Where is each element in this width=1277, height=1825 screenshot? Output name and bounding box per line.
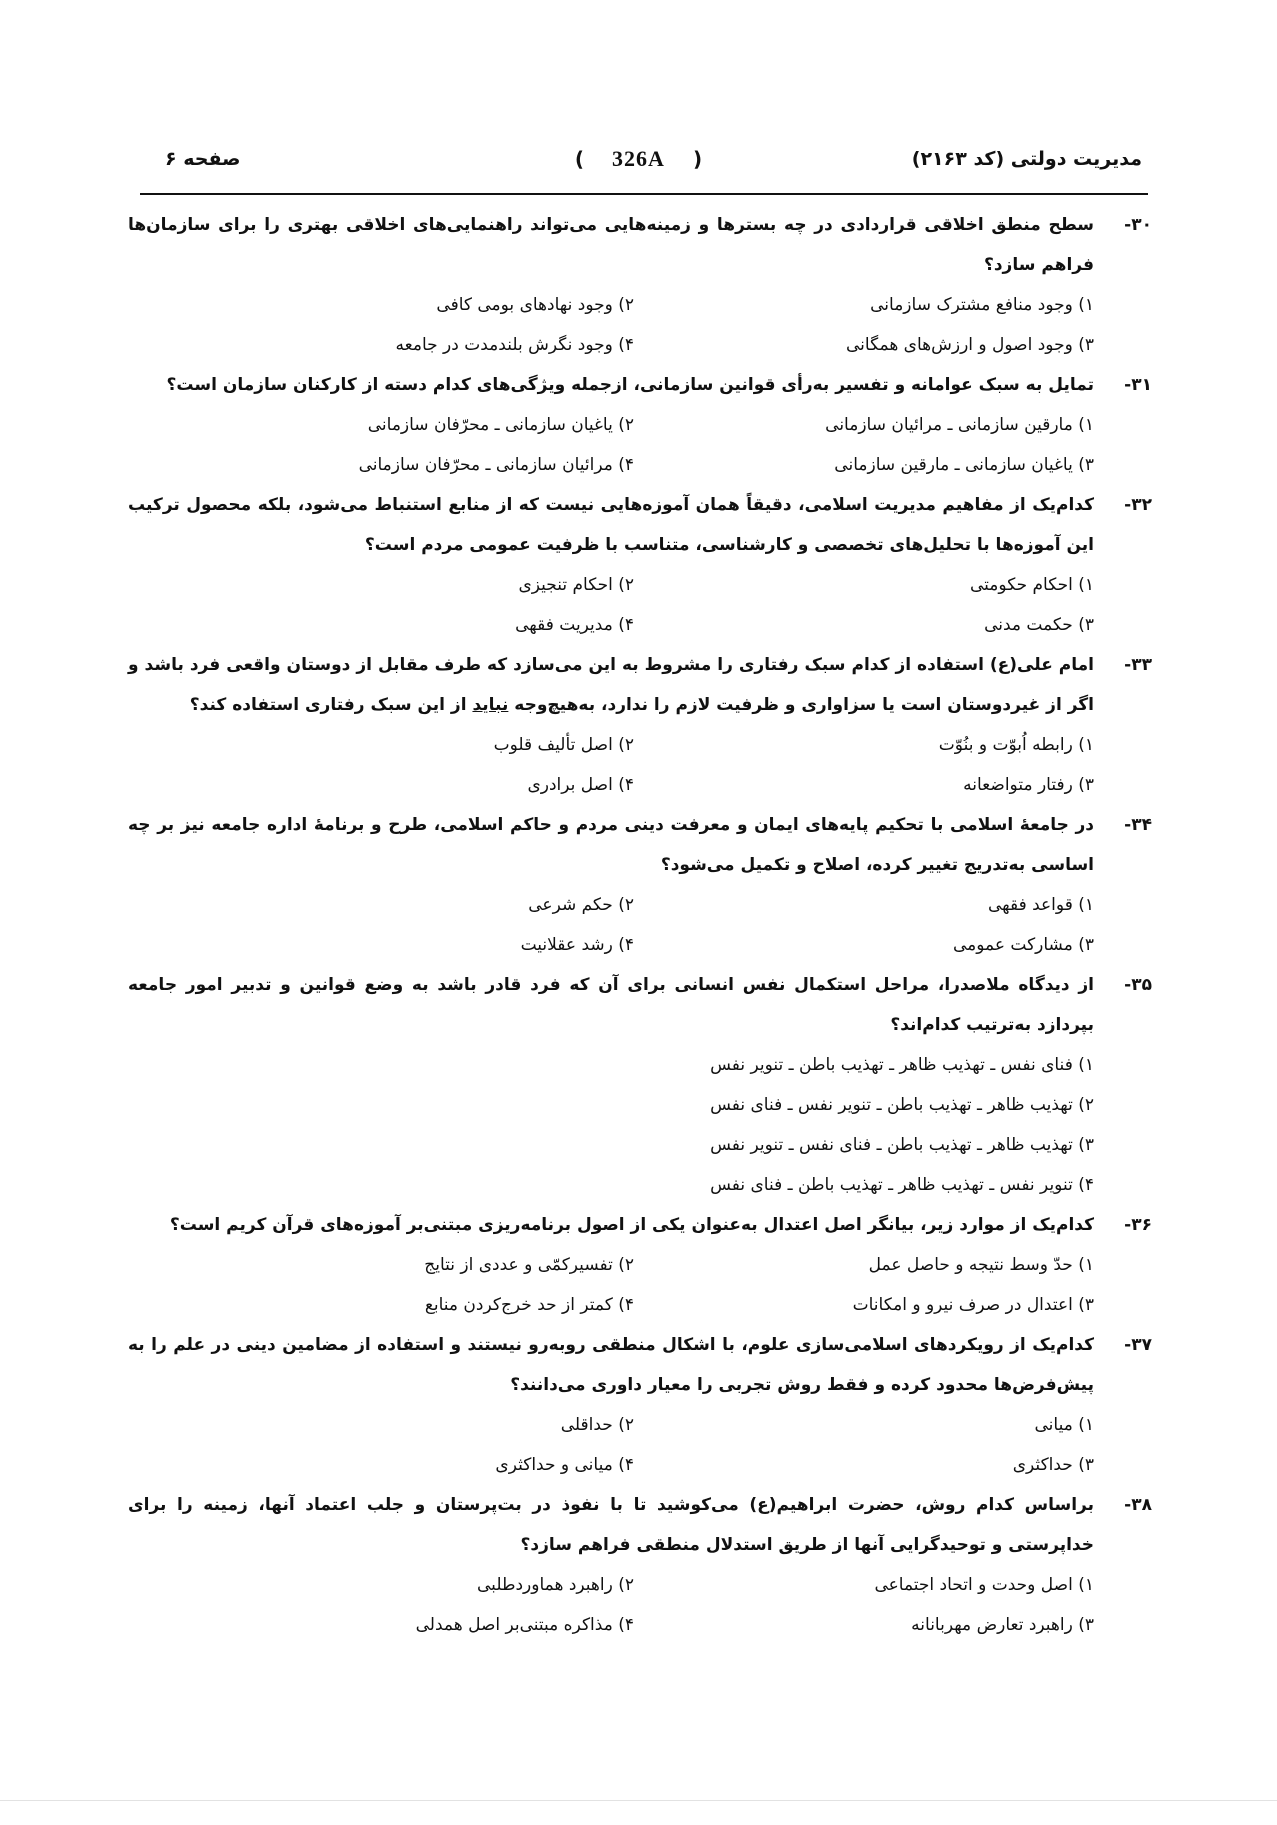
page-number: صفحه ۶ xyxy=(165,148,241,170)
question-number: ۳۴- xyxy=(1124,815,1152,835)
question-text: در جامعهٔ اسلامی با تحکیم پایه‌های ایمان و معرفت دینی مردم و حاکم اسلامی، طرح و برنامهٔ اداره جامعه نیز بر چه اساسی به‌تدریج تغییر کرده، اصلاح و تکمیل می‌شود؟ xyxy=(128,815,1094,875)
question-30 xyxy=(128,205,1152,365)
option-3: ۳) یاغیان سازمانی ـ مارقین سازمانی xyxy=(834,455,1094,475)
question-number: ۳۶- xyxy=(1124,1215,1152,1235)
footer-divider xyxy=(0,1800,1277,1801)
options xyxy=(128,725,1094,805)
question-37 xyxy=(128,1325,1152,1485)
header-divider xyxy=(140,193,1148,195)
options xyxy=(128,405,1094,485)
options xyxy=(128,1405,1094,1485)
question-number: ۳۳- xyxy=(1124,655,1152,675)
option-2: ۲) تهذیب ظاهر ـ تهذیب باطن ـ تنویر نفس ـ فنای نفس xyxy=(710,1095,1094,1115)
option-1: ۱) میانی xyxy=(1034,1415,1094,1435)
option-1: ۱) فنای نفس ـ تهذیب ظاهر ـ تهذیب باطن ـ تنویر نفس xyxy=(710,1055,1094,1075)
option-3: ۳) حداکثری xyxy=(1012,1455,1094,1475)
question-32 xyxy=(128,485,1152,645)
option-1: ۱) احکام حکومتی xyxy=(970,575,1094,595)
option-3: ۳) وجود اصول و ارزش‌های همگانی xyxy=(846,335,1094,355)
option-4: ۴) مرائیان سازمانی ـ محرّفان سازمانی xyxy=(358,455,634,475)
option-2: ۲) حداقلی xyxy=(560,1415,634,1435)
option-4: ۴) کمتر از حد خرج‌کردن منابع xyxy=(424,1295,634,1315)
options xyxy=(128,1565,1094,1645)
questions-list xyxy=(128,205,1152,1645)
option-3: ۳) راهبرد تعارض مهربانانه xyxy=(911,1615,1094,1635)
option-4: ۴) مذاکره مبتنی‌بر اصل همدلی xyxy=(415,1615,634,1635)
question-number: ۳۸- xyxy=(1124,1495,1152,1515)
question-34 xyxy=(128,805,1152,965)
option-4: ۴) وجود نگرش بلندمدت در جامعه xyxy=(395,335,634,355)
question-text xyxy=(128,645,1094,725)
booklet-paren-close: ) xyxy=(692,147,703,171)
option-3: ۳) تهذیب ظاهر ـ تهذیب باطن ـ فنای نفس ـ تنویر نفس xyxy=(710,1135,1094,1155)
question-text-part: امام علی(ع) استفاده از کدام سبک رفتاری را مشروط به این می‌سازد که طرف مقابل از دوستان واقعی فرد باشد و اگر از غیردوستان است یا سزاواری و ظرفیت لازم را ندارد، به‌هیچ‌وجه xyxy=(128,655,1094,715)
option-1: ۱) وجود منافع مشترک سازمانی xyxy=(870,295,1094,315)
options xyxy=(128,565,1094,645)
option-3: ۳) اعتدال در صرف نیرو و امکانات xyxy=(852,1295,1094,1315)
question-text-part: از این سبک رفتاری استفاده کند؟ xyxy=(189,695,473,715)
options xyxy=(128,885,1094,965)
option-1: ۱) رابطه اُبوّت و بنُوّت xyxy=(938,735,1094,755)
option-4: ۴) مدیریت فقهی xyxy=(515,615,634,635)
option-2: ۲) احکام تنجیزی xyxy=(518,575,634,595)
option-3: ۳) حکمت مدنی xyxy=(984,615,1094,635)
question-text: از دیدگاه ملاصدرا، مراحل استکمال نفس انسانی برای آن که فرد قادر باشد به وضع قوانین و تدبیر امور جامعه بپردازد به‌ترتیب کدام‌اند؟ xyxy=(128,975,1094,1035)
question-number: ۳۷- xyxy=(1124,1335,1152,1355)
option-2: ۲) وجود نهادهای بومی کافی xyxy=(436,295,634,315)
question-text: براساس کدام روش، حضرت ابراهیم(ع) می‌کوشید تا با نفوذ در بت‌پرستان و جلب اعتماد آنها، زمینه را برای خداپرستی و توحیدگرایی آنها از طریق استدلال منطقی فراهم سازد؟ xyxy=(128,1495,1094,1555)
question-33 xyxy=(128,645,1152,805)
option-1: ۱) مارقین سازمانی ـ مرائیان سازمانی xyxy=(825,415,1094,435)
option-1: ۱) قواعد فقهی xyxy=(987,895,1094,915)
booklet-code: 326A xyxy=(612,146,665,171)
option-4: ۴) اصل برادری xyxy=(527,775,634,795)
option-3: ۳) مشارکت عمومی xyxy=(952,935,1094,955)
option-2: ۲) تفسیرکمّی و عددی از نتایج xyxy=(424,1255,634,1275)
question-text: کدام‌یک از موارد زیر، بیانگر اصل اعتدال به‌عنوان یکی از اصول برنامه‌ریزی مبتنی‌بر آموزه‌های قرآن کریم است؟ xyxy=(169,1215,1094,1235)
course-title: مدیریت دولتی (کد ۲۱۶۳) xyxy=(911,148,1142,170)
options xyxy=(128,1245,1094,1325)
options xyxy=(128,285,1094,365)
booklet-paren-open: ( xyxy=(574,147,585,171)
option-1: ۱) حدّ وسط نتیجه و حاصل عمل xyxy=(868,1255,1094,1275)
option-4: ۴) تنویر نفس ـ تهذیب ظاهر ـ تهذیب باطن ـ فنای نفس xyxy=(710,1175,1094,1195)
option-1: ۱) اصل وحدت و اتحاد اجتماعی xyxy=(874,1575,1094,1595)
option-4: ۴) رشد عقلانیت xyxy=(520,935,634,955)
question-36 xyxy=(128,1205,1152,1325)
question-number: ۳۵- xyxy=(1124,975,1152,995)
question-text: کدام‌یک از رویکردهای اسلامی‌سازی علوم، با اشکال منطقی روبه‌رو نیستند و استفاده از مضامین دینی در علم را به پیش‌فرض‌ها محدود کرده و فقط روش تجربی را معیار داوری می‌دانند؟ xyxy=(128,1335,1094,1395)
question-number: ۳۲- xyxy=(1124,495,1152,515)
option-4: ۴) میانی و حداکثری xyxy=(495,1455,634,1475)
question-text: سطح منطق اخلاقی قراردادی در چه بسترها و زمینه‌هایی می‌تواند راهنمایی‌های اخلاقی بهتری را برای سازمان‌ها فراهم سازد؟ xyxy=(128,215,1094,275)
option-2: ۲) حکم شرعی xyxy=(528,895,634,915)
question-38 xyxy=(128,1485,1152,1645)
question-number: ۳۰- xyxy=(1124,215,1152,235)
option-3: ۳) رفتار متواضعانه xyxy=(963,775,1094,795)
options xyxy=(128,1045,1094,1205)
option-2: ۲) اصل تألیف قلوب xyxy=(493,735,634,755)
underlined-word: نباید xyxy=(472,695,509,715)
question-text: تمایل به سبک عوامانه و تفسیر به‌رأی قوانین سازمانی، ازجمله ویژگی‌های کدام دسته از کارکنان سازمان است؟ xyxy=(166,375,1094,395)
question-text: کدام‌یک از مفاهیم مدیریت اسلامی، دقیقاً همان آموزه‌هایی نیست که از منابع استنباط می‌شود، بلکه محصول ترکیب این آموزه‌ها با تحلیل‌های تخصصی و کارشناسی، متناسب با ظرفیت عمومی مردم است؟ xyxy=(128,495,1094,555)
question-35 xyxy=(128,965,1152,1205)
question-number: ۳۱- xyxy=(1124,375,1152,395)
option-2: ۲) یاغیان سازمانی ـ محرّفان سازمانی xyxy=(367,415,634,435)
question-31 xyxy=(128,365,1152,485)
option-2: ۲) راهبرد هماوردطلبی xyxy=(477,1575,634,1595)
